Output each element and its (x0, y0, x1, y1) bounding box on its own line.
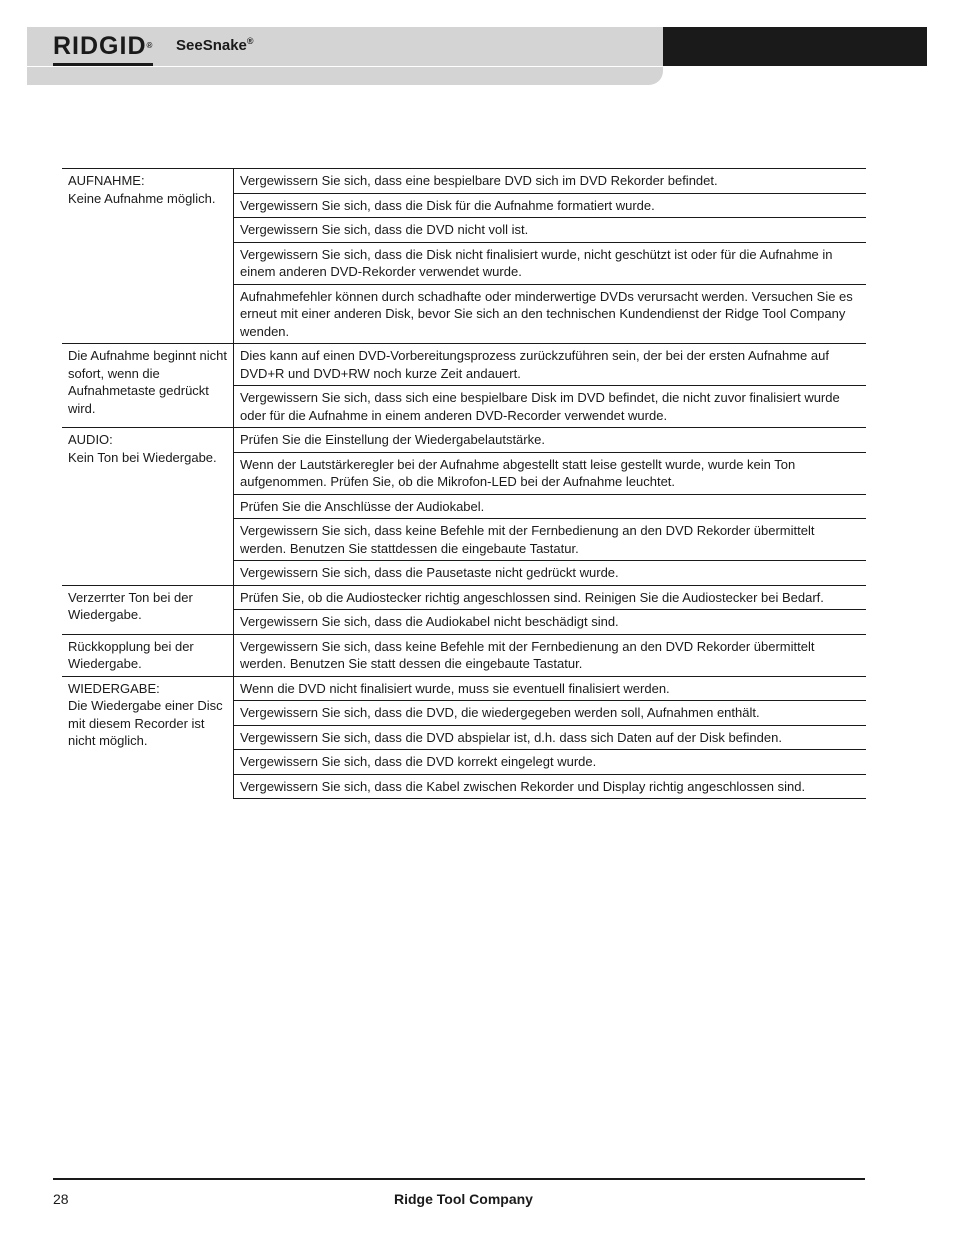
solution-cell: Vergewissern Sie sich, dass die Disk nicht finalisiert wurde, nicht geschützt ist oder für die Aufnahme in einem anderen DVD-Rekorder verwendet wurde. (234, 242, 867, 284)
solution-cell: Vergewissern Sie sich, dass die DVD nicht voll ist. (234, 218, 867, 243)
problem-cell (62, 634, 234, 676)
problem-text: Die Wiedergabe einer Disc mit diesem Recorder ist nicht möglich. (68, 698, 223, 748)
product-title: SeeSnake (176, 37, 247, 54)
solution-cell: Vergewissern Sie sich, dass keine Befehle mit der Fernbedienung an den DVD Rekorder übermittelt werden. Benutzen Sie statt dessen die eingebaute Tastatur. (234, 634, 867, 676)
solution-cell: Vergewissern Sie sich, dass die DVD abspielar ist, d.h. dass sich Daten auf der Disk befinden. (234, 725, 867, 750)
problem-cell (62, 169, 234, 344)
table-row (62, 634, 866, 676)
ridgid-logo (53, 34, 153, 66)
problem-text: AUDIO: (68, 432, 113, 447)
problem-text: Kein Ton bei Wiedergabe. (68, 449, 217, 465)
troubleshooting-table-body (62, 169, 866, 799)
product-name (176, 36, 254, 54)
header-subbar (27, 66, 663, 85)
solution-cell: Prüfen Sie, ob die Audiostecker richtig angeschlossen sind. Reinigen Sie die Audiostecker bei Bedarf. (234, 585, 867, 610)
problem-cell (62, 676, 234, 799)
footer-company: Ridge Tool Company (394, 1191, 533, 1207)
solution-cell: Prüfen Sie die Anschlüsse der Audiokabel. (234, 494, 867, 519)
table-row (62, 344, 866, 386)
problem-text: WIEDERGABE: (68, 680, 160, 696)
problem-cell (62, 344, 234, 428)
problem-text: Keine Aufnahme möglich. (68, 190, 216, 206)
header-black-block (663, 27, 927, 66)
problem-text: AUFNAHME: (68, 173, 145, 188)
logo-registered-mark: ® (146, 41, 154, 50)
troubleshooting-table (62, 168, 866, 799)
solution-cell: Wenn die DVD nicht finalisiert wurde, muss sie eventuell finalisiert werden. (234, 676, 867, 701)
solution-cell: Vergewissern Sie sich, dass die Disk für die Aufnahme formatiert wurde. (234, 193, 867, 218)
solution-cell: Vergewissern Sie sich, dass sich eine bespielbare Disk im DVD befindet, die nicht zuvor finalisiert wurde oder für die Aufnahme in einem anderen DVD-Recorder verwendet wurde. (234, 386, 867, 428)
problem-text: Verzerrter Ton bei der Wiedergabe. (68, 589, 193, 622)
solution-cell: Vergewissern Sie sich, dass eine bespielbare DVD sich im DVD Rekorder befindet. (234, 169, 867, 194)
problem-cell (62, 428, 234, 586)
solution-cell: Vergewissern Sie sich, dass die DVD korrekt eingelegt wurde. (234, 750, 867, 775)
table-row (62, 585, 866, 610)
footer-rule (53, 1178, 865, 1180)
product-registered-mark: ® (246, 36, 254, 46)
solution-cell: Wenn der Lautstärkeregler bei der Aufnahme abgestellt statt leise gestellt wurde, wurde kein Ton aufgenommen. Prüfen Sie, ob die Mikrofon-LED bei der Aufnahme leuchtet. (234, 452, 867, 494)
solution-cell: Prüfen Sie die Einstellung der Wiedergabelautstärke. (234, 428, 867, 453)
solution-cell: Dies kann auf einen DVD-Vorbereitungsprozess zurückzuführen sein, der bei der ersten Aufnahme auf DVD+R und DVD+RW noch kurze Zeit andauert. (234, 344, 867, 386)
solution-cell: Vergewissern Sie sich, dass die Kabel zwischen Rekorder und Display richtig angeschlossen sind. (234, 774, 867, 799)
page-number: 28 (53, 1191, 69, 1207)
solution-cell: Vergewissern Sie sich, dass die DVD, die wiedergegeben werden soll, Aufnahmen enthält. (234, 701, 867, 726)
logo-text: RIDGID (53, 32, 147, 60)
problem-cell (62, 585, 234, 634)
solution-cell: Vergewissern Sie sich, dass die Audiokabel nicht beschädigt sind. (234, 610, 867, 635)
solution-cell: Aufnahmefehler können durch schadhafte oder minderwertige DVDs verursacht werden. Versuchen Sie es erneut mit einer anderen Disk, bevor Sie sich an den technischen Kundendienst der Ridge Tool Company wenden. (234, 284, 867, 344)
problem-text: Rückkopplung bei der Wiedergabe. (68, 638, 194, 671)
table-row (62, 428, 866, 453)
table-row (62, 676, 866, 701)
problem-text: Die Aufnahme beginnt nicht sofort, wenn die Aufnahmetaste gedrückt wird. (68, 348, 227, 416)
solution-cell: Vergewissern Sie sich, dass keine Befehle mit der Fernbedienung an den DVD Rekorder übermittelt werden. Benutzen Sie stattdessen die eingebaute Tastatur. (234, 519, 867, 561)
solution-cell: Vergewissern Sie sich, dass die Pausetaste nicht gedrückt wurde. (234, 561, 867, 586)
table-row (62, 169, 866, 194)
